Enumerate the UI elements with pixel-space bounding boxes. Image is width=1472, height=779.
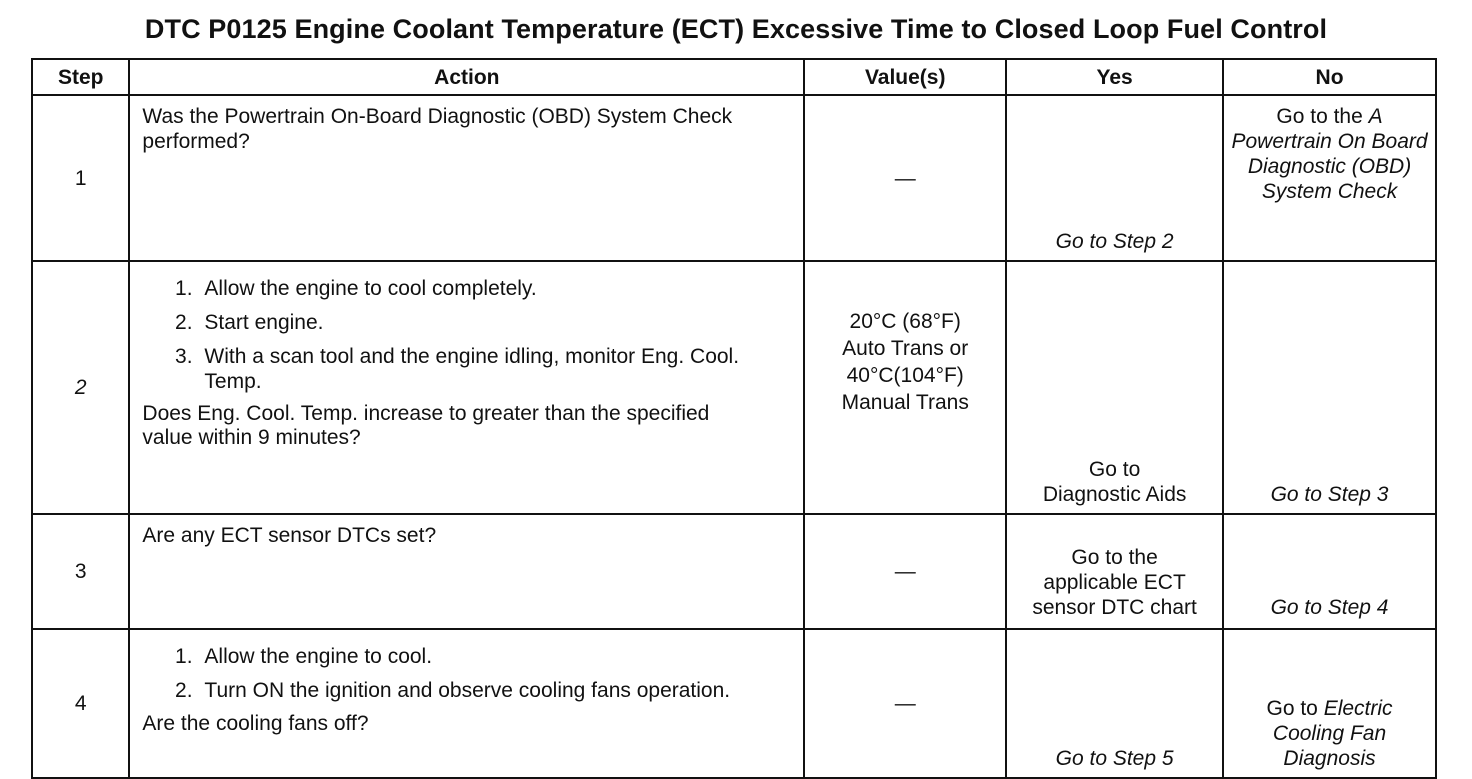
diagnostic-table bbox=[31, 58, 1437, 779]
no-cell: Go to Step 4 bbox=[1223, 514, 1436, 629]
page-title: DTC P0125 Engine Coolant Temperature (ECT) Excessive Time to Closed Loop Fuel Control bbox=[144, 14, 1328, 44]
no-cell bbox=[1223, 629, 1436, 778]
table-row bbox=[32, 629, 1436, 778]
step-number: 3 bbox=[32, 514, 129, 629]
header-values: Value(s) bbox=[804, 59, 1006, 95]
yes-cell bbox=[1006, 514, 1223, 629]
header-yes: Yes bbox=[1006, 59, 1223, 95]
yes-line: sensor DTC chart bbox=[1032, 596, 1197, 619]
header-action: Action bbox=[129, 59, 804, 95]
action-steps bbox=[142, 276, 791, 394]
header-step: Step bbox=[32, 59, 129, 95]
yes-cell: Go to Step 5 bbox=[1006, 629, 1223, 778]
value-dash: — bbox=[894, 692, 916, 715]
value-cell bbox=[804, 261, 1006, 514]
action-question: Are the cooling fans off? bbox=[142, 712, 369, 735]
step-number: 2 bbox=[32, 261, 129, 514]
value-cell bbox=[804, 629, 1006, 778]
no-prefix: Go to the bbox=[1276, 105, 1363, 128]
value-dash: — bbox=[894, 166, 916, 190]
value-line: 20°C (68°F) bbox=[849, 310, 961, 333]
no-cell: Go to Step 3 bbox=[1223, 261, 1436, 514]
yes-cell bbox=[1006, 261, 1223, 514]
no-cell bbox=[1223, 95, 1436, 261]
action-step: 2. Turn ON the ignition and observe cooling fans operation. bbox=[198, 678, 791, 703]
step-number: 4 bbox=[32, 629, 129, 778]
value-line: 40°C(104°F) bbox=[846, 364, 964, 387]
table-row bbox=[32, 261, 1436, 514]
table-header-row bbox=[32, 59, 1436, 95]
yes-line: Diagnostic Aids bbox=[1042, 483, 1187, 506]
yes-line: Go to the bbox=[1071, 546, 1158, 569]
action-question: Was the Powertrain On-Board Diagnostic (OBD) System Check performed? bbox=[142, 105, 733, 153]
value-line: Manual Trans bbox=[841, 391, 969, 414]
no-reference: A Powertrain On Board Diagnostic (OBD) System Check bbox=[1231, 105, 1428, 203]
yes-line: applicable ECT bbox=[1043, 571, 1186, 594]
no-reference: Electric Cooling Fan Diagnosis bbox=[1272, 697, 1393, 770]
no-prefix: Go to bbox=[1266, 697, 1318, 720]
action-step: 3. With a scan tool and the engine idling, monitor Eng. Cool. Temp. bbox=[198, 344, 791, 394]
step-number: 1 bbox=[32, 95, 129, 261]
action-step: 1. Allow the engine to cool completely. bbox=[198, 276, 791, 301]
action-question: Are any ECT sensor DTCs set? bbox=[142, 524, 437, 547]
header-no: No bbox=[1223, 59, 1436, 95]
action-step: 1. Allow the engine to cool. bbox=[198, 644, 791, 669]
action-cell bbox=[129, 261, 804, 514]
table-row bbox=[32, 95, 1436, 261]
action-cell bbox=[129, 514, 804, 629]
value-line: Auto Trans or bbox=[842, 337, 969, 360]
table-row bbox=[32, 514, 1436, 629]
value-cell bbox=[804, 95, 1006, 261]
action-steps bbox=[142, 644, 791, 703]
action-cell bbox=[129, 95, 804, 261]
action-question: Does Eng. Cool. Temp. increase to greater than the specified value within 9 minutes? bbox=[142, 402, 710, 449]
value-cell bbox=[804, 514, 1006, 629]
value-dash: — bbox=[894, 560, 916, 583]
yes-line: Go to bbox=[1088, 458, 1141, 481]
action-step: 2. Start engine. bbox=[198, 310, 791, 335]
yes-cell: Go to Step 2 bbox=[1006, 95, 1223, 261]
action-cell bbox=[129, 629, 804, 778]
